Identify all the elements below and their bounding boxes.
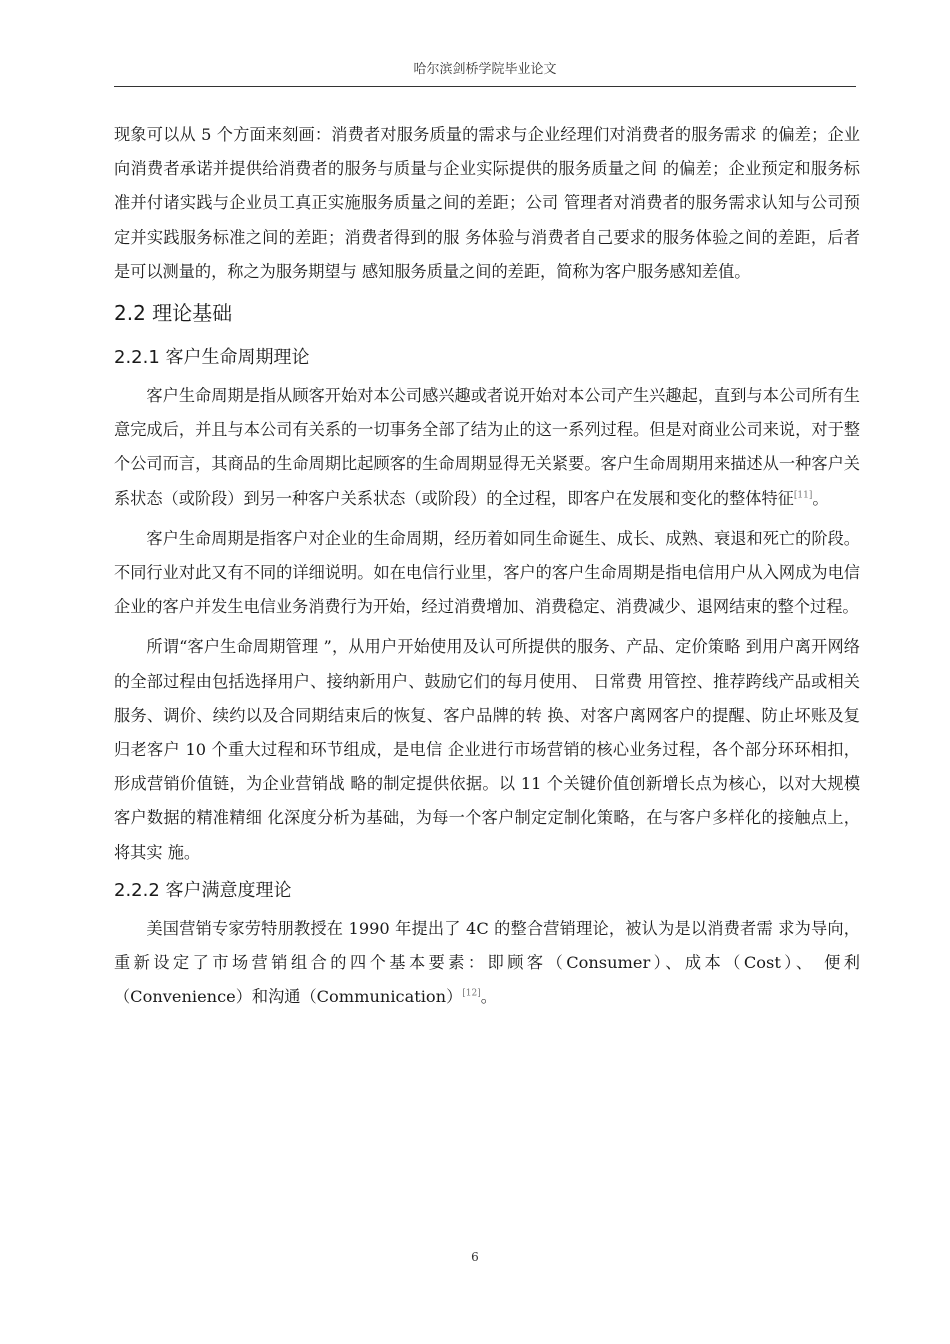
paragraph-4c-theory [114, 912, 860, 1015]
section-heading-2-2-2: 2.2.2 客户满意度理论 [114, 879, 292, 901]
paragraph-lifecycle-definition [114, 379, 860, 516]
page-body [114, 118, 860, 1014]
paragraph-lifecycle-stages: 客户生命周期是指客户对企业的生命周期，经历着如同生命诞生、成长、成熟、衰退和死亡的阶段。不同行业对此又有不同的详细说明。如在电信行业里，客户的客户生命周期是指电信用户从入网成为电信企业的客户并发生电信业务消费行为开始，经过消费增加、消费稳定、消费减少、退网结束的整个过程。 [114, 528, 860, 617]
page-header: 哈尔滨剑桥学院毕业论文 [114, 56, 856, 87]
page-number: 6 [471, 1250, 479, 1264]
paragraph-lifecycle-management: 所谓“客户生命周期管理 ”，从用户开始使用及认可所提供的服务、产品、定价策略 到用户离开网络的全部过程由包括选择用户、接纳新用户、鼓励它们的每月使用、 日常费 用管控、推荐跨线产品或相关服务、调价、续约以及合同期结束后的恢复、客户品牌的转 换、对客户离网客户的提醒、防止坏账及复归老客户 10 个重大过程和环节组成，是电信 企业进行市场营销的核心业务过程，各个部分环环相扣，形成营销价值链，为企业营销战 略的制定提供依据。以 11 个关键价值创新增长点为核心，以对大规模客户数据的精准精细 化深度分析为基础，为每一个客户制定定制化策略，在与客户多样化的接触点上，将其实 施。 [114, 637, 860, 862]
paragraph-text: 客户生命周期是指从顾客开始对本公司感兴趣或者说开始对本公司产生兴趣起，直到与本公司所有生意完成后，并且与本公司有关系的一切事务全部了结为止的这一系列过程。但是对商业公司来说，对于整个公司而言，其商品的生命周期比起顾客的生命周期显得无关紧要。客户生命周期用来描述从一种客户关系状态（或阶段）到另一种客户关系状态（或阶段）的全过程，即客户在发展和变化的整体特征 [114, 386, 860, 508]
paragraph-text: 美国营销专家劳特朋教授在 1990 年提出了 4C 的整合营销理论，被认为是以消费者需 求为导向，重新设定了市场营销组合的四个基本要素：即顾客（Consumer）、成本（Cost）、 便利（Convenience）和沟通（Communication） [114, 918, 860, 1007]
citation-12: [12] [462, 988, 481, 999]
paragraph-end: 。 [480, 987, 497, 1007]
citation-11: [11] [793, 490, 813, 501]
section-heading-2-2: 2.2 理论基础 [114, 301, 233, 326]
paragraph-end: 。 [812, 488, 829, 508]
intro-paragraph: 现象可以从 5 个方面来刻画：消费者对服务质量的需求与企业经理们对消费者的服务需求 的偏差；企业向消费者承诺并提供给消费者的服务与质量与企业实际提供的服务质量之间 的偏差；企业预定和服务标准并付诸实践与企业员工真正实施服务质量之间的差距；公司 管理者对消费者的服务需求认知与公司预定并实践服务标准之间的差距；消费者得到的服 务体验与消费者自己要求的服务体验之间的差距，后者是可以测量的，称之为服务期望与 感知服务质量之间的差距，简称为客户服务感知差值。 [114, 125, 860, 281]
section-heading-2-2-1: 2.2.1 客户生命周期理论 [114, 347, 310, 369]
